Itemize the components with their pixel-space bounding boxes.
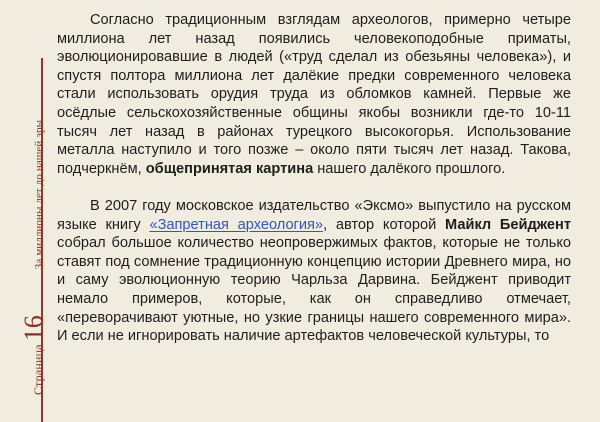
sidebar-text <box>21 120 47 395</box>
document-body <box>57 11 571 346</box>
author-name: Майкл Бейджент <box>445 216 571 233</box>
paragraph-2-text-a: В 2007 году московское издательство «Эксмо» выпустило на русском языке книгу <box>57 197 571 233</box>
page-number: 16 <box>19 315 48 342</box>
paragraph-1 <box>57 11 571 178</box>
paragraph-1-text-a: Согласно традиционным взглядам археологов, примерно четыре миллиона лет назад появились человекоподобные приматы, эволюционировавшие в людей («труд сделал из обезьяны человека»), и спустя полтора миллиона лет далёкие предки современного человека стали использовать орудия труда из обломков камней. Первые же осёдлые сельскохозяйственные общины якобы возникли где-то 10-11 тысяч лет назад в районах турецкого высокогорья. Использование металла наступило и того позже – около пяти тысяч лет назад. Такова, подчеркнём, <box>57 12 571 177</box>
page-sidebar <box>0 0 46 422</box>
running-title: За миллионы лет до нашей эры <box>33 119 45 270</box>
paragraph-2-text-b: , автор которой <box>323 216 437 233</box>
paragraph-1-bold: общепринятая картина <box>145 160 314 177</box>
paragraph-2 <box>57 197 571 346</box>
paragraph-2-text-c: собрал большое количество неопровержимых фактов, которые не только ставят под сомнение традиционную концепцию истории Древнего мира, но и саму эволюционную теорию Чарльза Дарвина. Бейджент приводит немало примеров, которые, как он справедливо отмечает, «переворачивают уютные, но узкие границы нашего современного мира». И если не игнорировать наличие артефактов человеческой культуры, то <box>57 235 571 345</box>
book-link[interactable]: «Запретная археология» <box>149 216 324 233</box>
page-label: Страница <box>31 344 45 395</box>
paragraph-1-text-b: нашего далёкого прошлого. <box>317 160 506 177</box>
